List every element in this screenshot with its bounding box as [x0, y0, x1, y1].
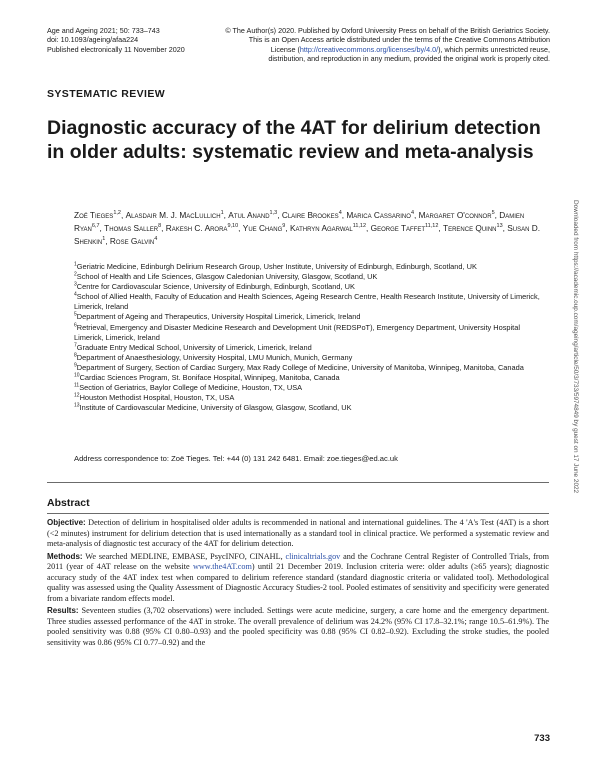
doi-line: doi: 10.1093/ageing/afaa224 — [47, 35, 139, 45]
license-link[interactable]: http://creativecommons.org/licenses/by/4.0/ — [299, 44, 439, 54]
abstract-top-divider — [47, 482, 549, 483]
author-name: Damien Ryan — [74, 210, 525, 234]
author-affiliation-ref: 11,12 — [425, 223, 439, 230]
affiliation-text: School of Health and Life Sciences, Glasgow Caledonian University, Glasgow, Scotland, UK — [76, 272, 378, 282]
abstract-heading: Abstract — [47, 497, 90, 509]
correspondence-address: Address correspondence to: Zoë Tieges. Tel: +44 (0) 131 242 6481. Email: zoe.tieges@ed.ac.uk — [74, 454, 398, 463]
license-suffix: ), which permits unrestricted reuse, — [438, 44, 550, 54]
affiliation-text: Cardiac Sciences Program, St. Boniface Hospital, Winnipeg, Manitoba, Canada — [79, 373, 340, 383]
affiliation-number: 1 — [74, 261, 77, 268]
author-name: Terence Quinn — [443, 223, 497, 234]
copyright-notice — [200, 26, 550, 64]
affiliation-number: 4 — [74, 291, 77, 298]
methods-text-b: and the Cochrane Central Register of Controlled Trials, from 2011 (year of 4AT release on the website — [47, 551, 550, 572]
author-affiliation-ref: 11,12 — [352, 223, 367, 230]
author-name: Susan D. Shenkin — [74, 223, 541, 247]
affiliation-number: 8 — [74, 352, 77, 359]
methods-text-a: We searched MEDLINE, EMBASE, PsycINFO, CINAHL, — [85, 551, 283, 561]
page-number: 733 — [534, 733, 550, 744]
author — [110, 236, 157, 246]
author-affiliation-ref: 1,2 — [113, 210, 121, 217]
author — [443, 223, 503, 233]
author-list: Zoë Tieges$^{1,2}$, Alasdair M. J. MacLullich$^1$, Atul Anand$^{1,3}$, Claire Brookes$^4$, Marica Cassarino$^4$, Margaret O'connor$^5$, Damien Ryan$^{6,7}$, Thomas Saller$^8$, Rakesh C. Arora$^{9,10}$, Yue Chang$^9$, Kathryn Agarwal$^{11,12}$, George Taffet$^{11,12}$, Terence Quinn$^{13}$, Susan D. Shenkin$^1$, Rose Galvin$^4$ — [74, 210, 541, 247]
affiliation-item — [74, 383, 546, 393]
author-affiliation-ref: 4 — [338, 210, 342, 217]
abstract-objective — [47, 518, 549, 550]
author-name: Margaret O'connor — [418, 210, 492, 220]
affiliation-text: Institute of Cardiovascular Medicine, University of Glasgow, Glasgow, Scotland, UK — [79, 403, 352, 413]
author-name: Kathryn Agarwal — [289, 223, 353, 234]
affiliation-item — [74, 403, 546, 413]
affiliation-number: 5 — [74, 312, 77, 318]
abstract-methods — [47, 552, 549, 605]
the4at-link[interactable]: www.the4AT.com — [192, 562, 252, 572]
citation-line: Age and Ageing 2021; 50: 733–743 — [47, 26, 160, 35]
affiliation-text: Geriatric Medicine, Edinburgh Delirium Research Group, Usher Institute, University of Edinburgh, Edinburgh, Scotland, UK — [76, 262, 477, 271]
affiliation-number: 3 — [74, 281, 77, 288]
author — [228, 210, 277, 220]
methods-label: Methods: — [47, 551, 83, 561]
affiliation-text: Graduate Entry Medical School, University of Limerick, Limerick, Ireland — [76, 342, 312, 352]
affiliation-item — [74, 363, 546, 373]
affiliation-number: 6 — [74, 322, 77, 329]
author-affiliation-ref: 1 — [220, 210, 224, 217]
affiliation-number: 12 — [74, 392, 80, 399]
affiliation-item — [74, 282, 546, 292]
affiliation-list — [74, 262, 546, 413]
abstract-body — [47, 518, 549, 651]
copyright-line-3 — [200, 45, 550, 54]
affiliation-item — [74, 272, 546, 282]
affiliation-item — [74, 262, 546, 272]
author-name: Zoë Tieges — [74, 210, 114, 220]
journal-citation — [47, 26, 185, 54]
author-affiliation-ref: 8 — [158, 223, 162, 230]
download-watermark-text: Downloaded from https://academic.oup.com/ageing/article/50/3/733/5974849 by guest on 17 June 2022 — [572, 200, 579, 494]
section-label: SYSTEMATIC REVIEW — [47, 88, 166, 100]
affiliation-item — [74, 343, 546, 353]
affiliation-text: Retrieval, Emergency and Disaster Medicine Research and Development Unit (REDSPoT), Emergency Department, University Hospital Limerick, Limerick, Ireland — [74, 322, 520, 342]
results-text: Seventeen studies (3,702 observations) were included. Settings were acute medicine, surgery, a care home and the emergency department. Three studies assessed performance of the 4AT in stroke. The overall prevalence of delirium was 24.2% (95% CI 17.8–32.1%; range 10.5–61.9%). The pooled sensitivity was 0.88 (95% CI 0.80–0.93) and the pooled specificity was 0.88 (95% CI 0.82–0.92). Excluding the stroke studies, the pooled sensitivity was 0.86 (95% CI 0.77–0.92) and the — [47, 606, 550, 648]
author-affiliation-ref: 13 — [496, 223, 503, 230]
copyright-line-1: © The Author(s) 2020. Published by Oxford University Press on behalf of the British Geriatrics Society. — [225, 26, 550, 35]
author-affiliation-ref: 4 — [154, 236, 158, 243]
author-affiliation-ref: 1,3 — [269, 210, 278, 217]
affiliation-item — [74, 353, 546, 363]
author — [126, 210, 224, 220]
author-affiliation-ref: 9,10 — [227, 223, 239, 230]
affiliation-item — [74, 323, 546, 343]
author — [346, 210, 414, 220]
author-affiliation-ref: 6,7 — [91, 223, 100, 230]
abstract-heading-divider — [47, 513, 549, 514]
affiliation-text: Centre for Cardiovascular Science, University of Edinburgh, Edinburgh, Scotland, UK — [76, 282, 355, 292]
affiliation-item — [74, 312, 546, 322]
affiliation-item — [74, 393, 546, 403]
affiliation-text: Houston Methodist Hospital, Houston, TX, USA — [79, 393, 235, 403]
affiliation-number: 9 — [74, 362, 77, 369]
affiliation-number: 2 — [74, 271, 77, 278]
article-title: Diagnostic accuracy of the 4AT for delirium detection in older adults: systematic review and meta-analysis — [47, 117, 541, 163]
author-name: Claire Brookes — [281, 210, 339, 220]
author-name: Alasdair M. J. MacLullich — [125, 210, 221, 220]
results-label: Results: — [47, 606, 79, 616]
author-name: Yue Chang — [242, 223, 283, 234]
license-prefix: License ( — [270, 44, 300, 54]
author-name: Atul Anand — [228, 210, 270, 220]
copyright-line-4: distribution, and reproduction in any medium, provided the original work is properly cited. — [268, 54, 550, 64]
abstract-results — [47, 606, 549, 648]
affiliation-text: School of Allied Health, Faculty of Education and Health Sciences, Ageing Research Centre, Health Research Institute, University of Limerick, Limerick, Ireland — [74, 292, 540, 312]
objective-label: Objective: — [47, 518, 86, 527]
affiliation-item — [74, 373, 546, 383]
affiliation-text: Department of Surgery, Section of Cardiac Surgery, Max Rady College of Medicine, University of Manitoba, Winnipeg, Manitoba, Canada — [76, 362, 524, 372]
methods-text-c: ) until 21 December 2019. Inclusion criteria were: older adults (≥65 years); diagnostic accuracy study of the 4AT index test when compared to delirium reference standard (standard diagnostic criteria or validated tool). Methodological quality was assessed using the Quality Assessment of Diagnostic Accuracy Studies-2 tool. Pooled estimates of sensitivity and specificity were generated from a bivariate random effects model. — [47, 562, 549, 603]
author-name: Marica Cassarino — [346, 210, 411, 220]
affiliation-number: 13 — [74, 402, 80, 409]
author — [74, 210, 121, 220]
author — [371, 223, 439, 233]
affiliation-item — [74, 292, 546, 312]
affiliation-text: Section of Geriatrics, Baylor College of Medicine, Houston, TX, USA — [79, 383, 303, 393]
author-name: Rose Galvin — [109, 236, 155, 247]
download-watermark — [569, 200, 581, 570]
affiliation-text: Department of Anaesthesiology, University Hospital, LMU Munich, Munich, Germany — [76, 352, 353, 362]
copyright-line-2: This is an Open Access article distributed under the terms of the Creative Commons Attribution — [248, 35, 550, 45]
affiliation-number: 7 — [74, 342, 77, 349]
author-name: Rakesh C. Arora — [165, 223, 228, 234]
published-line: Published electronically 11 November 2020 — [47, 44, 185, 54]
author — [419, 210, 495, 220]
author — [104, 223, 161, 233]
author — [290, 223, 366, 233]
objective-text: Detection of delirium in hospitalised older adults is recommended in national and international guidelines. The 4 'A's Test (4AT) is a short (<2 minutes) instrument for delirium detection that is used internationally as a standard tool in clinical practice. We performed a systematic review and meta-analysis of diagnostic test accuracy of the 4AT for delirium detection. — [47, 518, 549, 549]
author — [166, 223, 238, 233]
author-affiliation-ref: 9 — [282, 223, 286, 230]
author-name: George Taffet — [370, 223, 426, 234]
clinicaltrials-link[interactable]: clinicaltrials.gov — [285, 551, 341, 561]
author-name: Thomas Saller — [104, 223, 159, 234]
author-affiliation-ref: 4 — [410, 210, 414, 217]
author-affiliation-ref: 1 — [102, 236, 106, 243]
author — [243, 223, 286, 233]
affiliation-number: 11 — [74, 382, 80, 389]
author-affiliation-ref: 5 — [491, 210, 495, 217]
author — [282, 210, 342, 220]
affiliation-number: 10 — [74, 372, 80, 379]
affiliation-text: Department of Ageing and Therapeutics, University Hospital Limerick, Limerick, Ireland — [76, 312, 361, 322]
